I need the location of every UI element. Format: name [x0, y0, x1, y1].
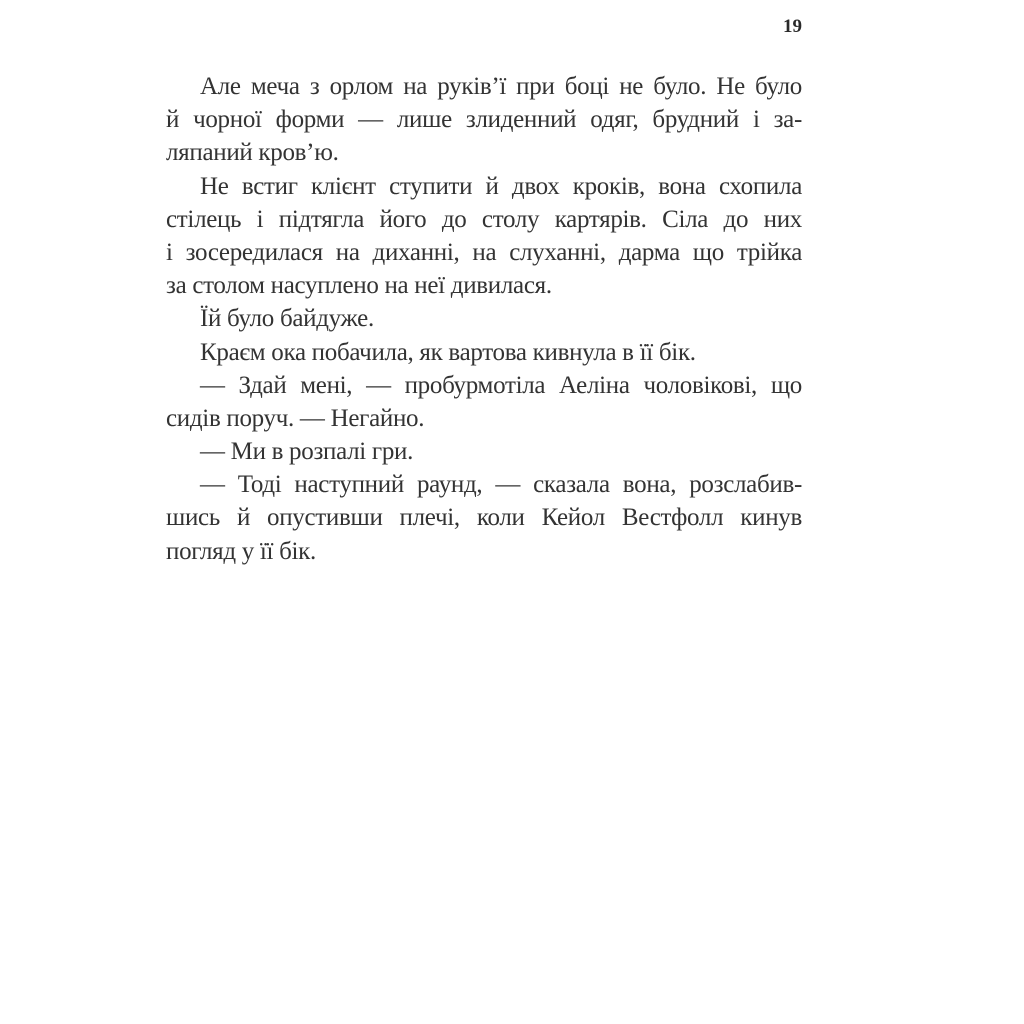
text-line: Не встиг клієнт ступити й двох кроків, вона схопила — [200, 172, 802, 200]
text-line: стілець і підтягла його до столу картярів. Сіла до них — [166, 205, 802, 233]
text-line: шись й опустивши плечі, коли Кейол Вестфолл кинув — [166, 504, 802, 532]
text-line: — Тоді наступний раунд, — сказала вона, розслабив- — [200, 471, 802, 499]
paragraph — [166, 302, 802, 335]
page-number: 19 — [783, 16, 802, 37]
text-line: ляпаний кров’ю. — [166, 139, 339, 167]
text-line: Їй було байдуже. — [200, 305, 374, 333]
text-line: Краєм ока побачила, як вартова кивнула в її бік. — [200, 338, 696, 366]
dialogue-paragraph — [166, 369, 802, 435]
text-line: сидів поруч. — Негайно. — [166, 404, 425, 432]
text-line: Але меча з орлом на руків’ї при боці не було. Не було — [200, 73, 802, 100]
dialogue-paragraph — [166, 435, 802, 468]
dialogue-paragraph — [166, 468, 802, 568]
paragraph — [166, 170, 802, 303]
text-line: і зосередилася на диханні, на слуханні, дарма що трійка — [166, 238, 802, 266]
text-line: — Здай мені, — пробурмотіла Аеліна чоловікові, що — [200, 371, 802, 399]
text-line: погляд у її бік. — [166, 537, 316, 565]
paragraph — [166, 70, 802, 170]
text-line: за столом насуплено на неї дивилася. — [166, 272, 552, 300]
text-line: й чорної форми — лише злиденний одяг, брудний і за- — [166, 106, 802, 134]
paragraph — [166, 336, 802, 369]
body-text — [166, 70, 802, 568]
text-line: — Ми в розпалі гри. — [200, 438, 414, 466]
